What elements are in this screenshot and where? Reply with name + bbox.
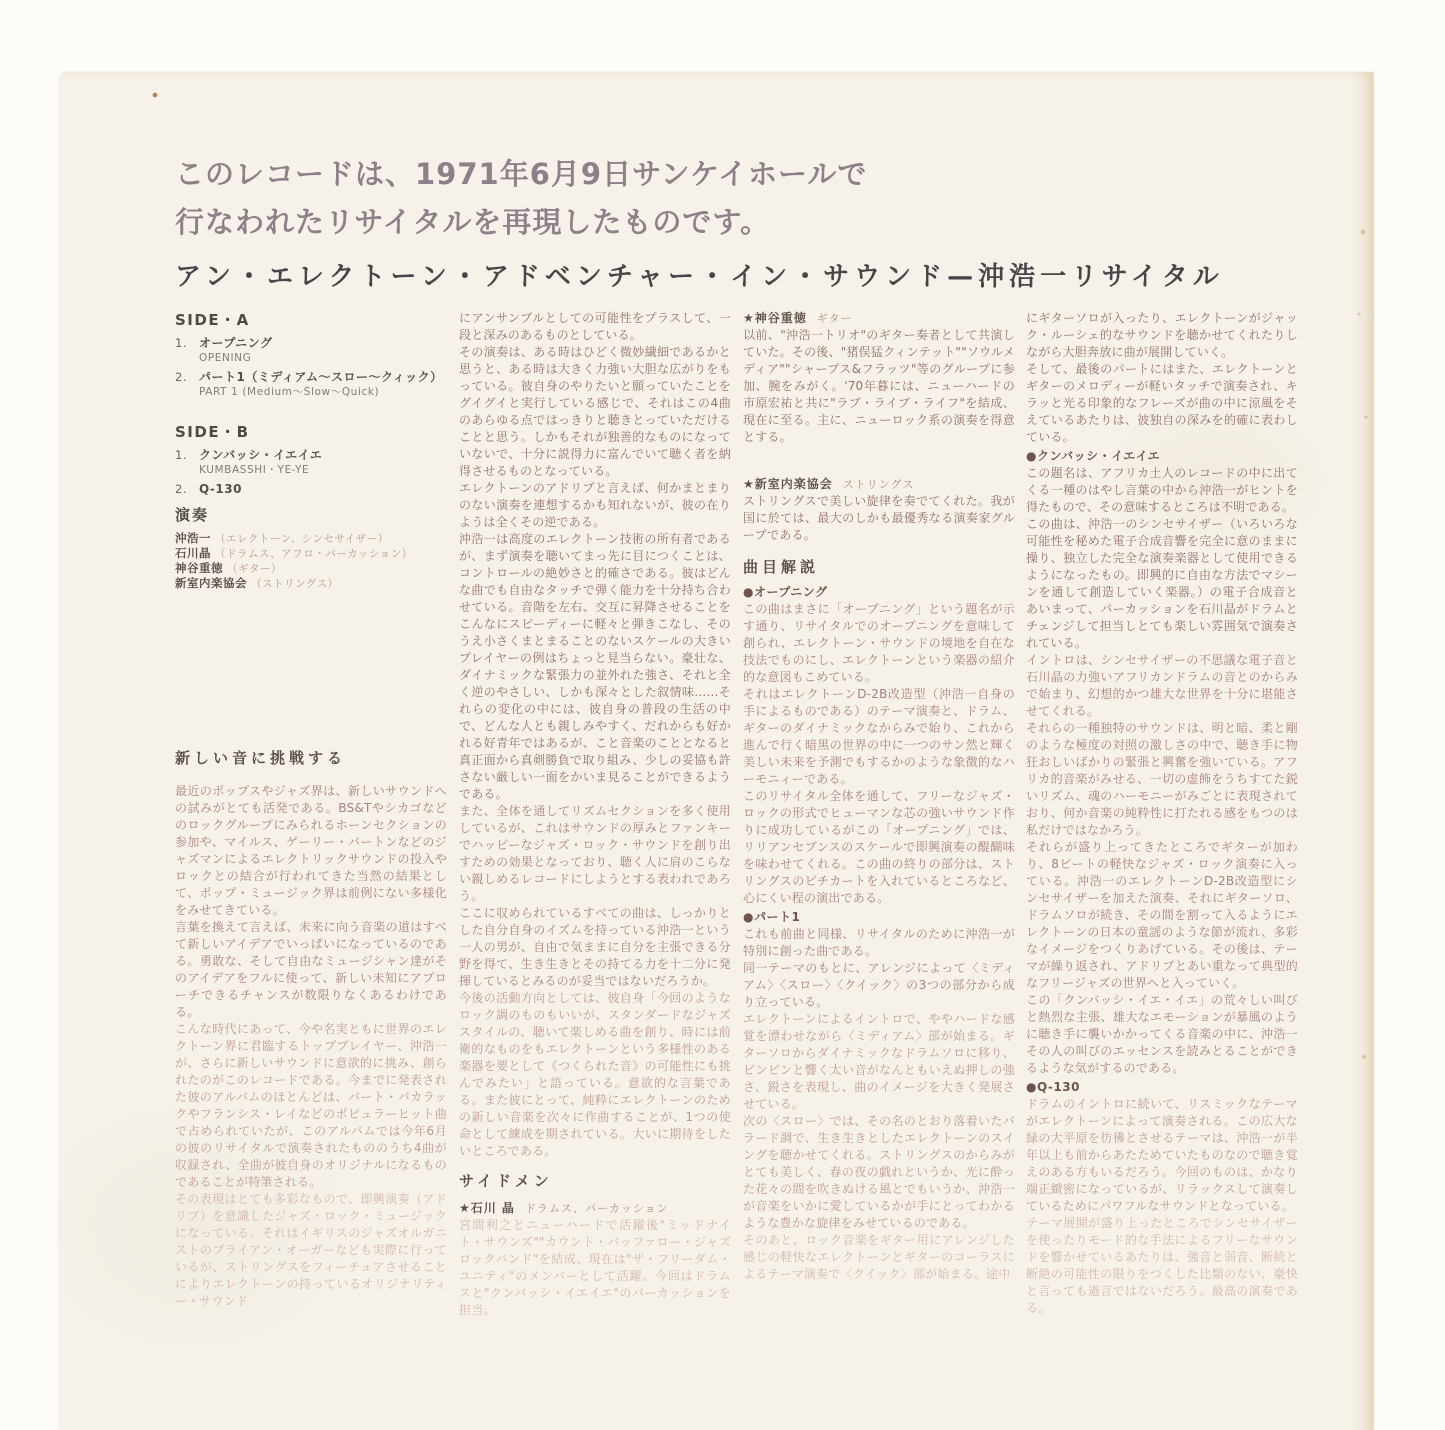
essay-paragraph: エレクトーンのアドリブと言えば、何かまとまりのない演奏を連想するかも知れないが、彼の在りようは全くその逆である。 [459, 481, 731, 529]
credit-member [175, 561, 413, 576]
member-role: （ギター） [227, 563, 282, 575]
essay-paragraph: 言葉を換えて言えば、未来に向う音楽の道はすべて新しいアイデアでいっぱいになっているのである。勇敢な、そして自由なミュージシャン達がそのアイデアをフルに使って、新しい未知にアプローチできるチャンスが数限りなくあるわけである。 [175, 920, 447, 1019]
member-name: 石川晶 [175, 546, 211, 560]
sideman-entry [459, 1200, 731, 1217]
intro-line-2: 行なわれたリサイタルを再現したものです。 [175, 205, 771, 239]
member-role: （ドラムス、アフロ・パーカッション） [215, 548, 413, 560]
commentary-paragraph: この曲はまさに「オープニング」という題名が示す通り、リサイタルでのオープニングを意味して創られ、エレクトーン・サウンドの境地を自在な技法でものにし、エレクトーンという楽器の紹介的な意図もこめている。 [743, 602, 1015, 684]
commentary-paragraph: エレクトーンによるイントロで、ややハードな感覚を漂わせながら〈ミディアム〉部が始まる。ギターソロからダイナミックなドラムソロに移り、ビンビンと響く太い音がなんともいえぬ押しの強さ、鋭さを表現し、曲のイメージを大きく発展させている。 [743, 1012, 1015, 1111]
sideman-name: ★石川 晶 [459, 1201, 515, 1215]
sideman-bio: ストリングスで美しい旋律を奏でてくれた。我が国に於ては、最大のしかも最優秀なる演奏家グループである。 [743, 494, 1015, 542]
essay-paragraph: その演奏は、ある時はひどく微妙繊細であるかと思うと、ある時は大きく力強い大胆な広がりをもっている。彼自身のやりたいと願っていたことをグイグイと実行している感じで、それはこの4曲のあらゆる点ではっきりと聴きとっていただけることと思う。しかもそれが独善的なものになっていないで、十分に説得力に富んでいて聴く者を納得させるものとなっている。 [459, 345, 731, 478]
sidemen-heading: サイドメン [459, 1172, 553, 1190]
track-title-en: PART 1 (Medium〜Slow〜Quick) [199, 386, 380, 398]
credit-member [175, 531, 413, 546]
member-role: （ストリングス） [251, 578, 339, 590]
credit-member [175, 546, 413, 561]
intro-line-1: このレコードは、1971年6月9日サンケイホールで [175, 157, 868, 191]
sideman-bio: 宮間利之とニューハードで活躍後"ミッドナイト・サウンズ""カウント・バッファロー・ジャズロックバンド"を結成、現在は"ザ・フリーダム・ユニティ"のメンバーとして活躍。今回はドラムスと"クンバッシ・イエイエ"のパーカッションを担当。 [459, 1218, 731, 1317]
sideman-role: ストリングス [842, 478, 915, 491]
member-name: 神谷重徳 [175, 561, 223, 575]
song-title-part1: ●パート1 [743, 910, 801, 924]
track-item [175, 482, 447, 496]
side-b-label: SIDE・B [175, 423, 250, 441]
member-name: 新室内楽協会 [175, 576, 247, 590]
essay-section [175, 747, 447, 1310]
track-title-jp [175, 482, 447, 496]
commentary-paragraph: テーマ展開が盛り上ったところでシンセサイザーを使ったりモード的な手法によるフリーなサウンドを響かせているあたりは、強音と弱音、断続と断絶の可能性の限りをつくした比類のない、豪快と言っても過言ではないだろう。最高の演奏である。 [1026, 1216, 1298, 1315]
essay-paragraph: にアンサンブルとしての可能性をプラスして、一段と深みのあるものとしている。 [459, 311, 731, 342]
commentary-paragraph: そのあと、ロック音楽をギター用にアレンジした感じの軽快なエレクトーンとギターのコーラスによるテーマ演奏で〈クイック〉部が始まる。途中 [743, 1233, 1015, 1281]
commentary-paragraph: この曲は、沖浩一のシンセサイザー（いろいろな可能性を秘めた電子合成音響を完全に意のままに操り、独立した完全な演奏楽器として使用できるようになったもの。即興的に自由な方法でマシーンを通して創造していく楽器。）の電子合成音とあいまって、パーカッションを石川晶がドラムとチェンジして担当しとても楽しい雰囲気で演奏されている。 [1026, 517, 1298, 650]
commentary-paragraph: ドラムのイントロに続いて、リスミックなテーマがエレクトーンによって演奏される。この広大な緑の大平原を彷彿とさせるテーマは、沖浩一が半年以上も前からあたためていたものなので聴き覚えのある方もいるだろう。今回のものは、かなり端正緻密になっているが、リラックスして演奏しているためにパワフルなサウンドとなっている。 [1026, 1097, 1298, 1213]
track-title-en: KUMBASSHI・YE-YE [199, 464, 310, 476]
commentary-paragraph: それらの一種独特のサウンドは、明と暗、柔と剛のような極度の対照の激しさの中で、聴き手に物狂おしいばかりの緊張と興奮を強いている。アフリカ的音楽がみせる、一切の虚飾をうちすてた鋭いリズム、魂のハーモニーがみごとに表現されており、何か音楽の純粋性に打たれる感をもつのは私だけではなかろう。 [1026, 721, 1298, 837]
member-role: （エレクトーン、シンセサイザー） [215, 533, 389, 545]
essay-paragraph: こんな時代にあって、今や名実ともに世界のエレクトーン界に君臨するトッププレイヤー、沖浩一が、さらに新しいサウンドに意欲的に挑み、創られたのがこのレコードである。今までに発表された彼のアルバムのほとんどは、バート・バカラックやフランシス・レイなどのポピュラーヒット曲で占められていたが、このアルバムでは今年6月の彼のリサイタルで演奏されたもののうち4曲が収録され、全曲が彼自身のオリジナルになるものであることが特筆される。 [175, 1022, 447, 1189]
track-title-jp [175, 336, 447, 350]
column-tracklist-credits [175, 310, 447, 1430]
track-item [175, 370, 447, 398]
essay-heading: 新しい音に挑戦する [175, 749, 347, 767]
credit-member [175, 576, 413, 591]
track-title-jp [175, 448, 447, 462]
track-item [175, 448, 447, 476]
essay-paragraph: 最近のポップスやジャズ界は、新しいサウンドへの試みがとても活発である。BS&Tやシカゴなどのロックグループにみられるホーンセクションの参加や、マイルス、ゲーリー・バートンなどのジャズマンによるエレクトリックサウンドの投入やロックとの結合が行われてきた当然の結果として、ポップ・ミュージック界は前例にない多様化をみせてきている。 [175, 784, 447, 917]
performer-credits [175, 505, 413, 591]
track-title-jp-text: Q-130 [199, 482, 242, 496]
essay-paragraph: 沖浩一は高度のエレクトーン技術の所有者であるが、まず演奏を聴いてまっ先に目につくことは、コントロールの絶妙さと的確さである。彼はどんな曲でも自由なタッチで弾く能力を十分持ち合わせている。音階を左右、交互に昇降させることをこんなにスピーディーに軽々と弾きこなし、そのうえ小さくまとまることのないスケールの大きいプレイヤーの例はちょっと見当らない。豪壮な、ダイナミックな緊張力の並外れた強さ、それと全く逆のやさしい、しかも深々とした叙情味……それらの変化の中には、彼自身の普段の生活の中で、どんな人とも親しみやすく、だれからも好かれる好青年ではあるが、こと音楽のこととなると真正面から真剣勝負で取り組み、少しの妥協も許さない厳しい一面をかいま見ることができるようである。 [459, 532, 731, 801]
track-number: 1. [175, 448, 187, 462]
track-number: 2. [175, 370, 187, 384]
track-item [175, 336, 447, 364]
track-number: 1. [175, 336, 187, 350]
sideman-name: ★新室内楽協会 [743, 477, 833, 491]
sideman-role: ドラムス、パーカッション [524, 1202, 669, 1215]
commentary-paragraph: にギターソロが入ったり、エレクトーンがジャック・ルーシェ的なサウンドを聴かせてくれたりしながら大胆奔放に曲が展開していく。 [1026, 311, 1298, 359]
track-title-jp-text: パート1（ミディアム〜スロー〜クィック） [199, 370, 443, 384]
track-title-en: OPENING [199, 352, 252, 364]
intro-statement [175, 150, 867, 246]
sideman-entry [743, 476, 1015, 493]
commentary-paragraph: 同一テーマのもとに、アレンジによって〈ミディアム〉〈スロー〉〈クイック〉の3つの部分から成り立っている。 [743, 961, 1015, 1009]
member-name: 沖浩一 [175, 531, 211, 545]
track-title-jp-text: クンバッシ・イエイエ [199, 448, 323, 462]
commentary-paragraph: それらが盛り上ってきたところでギターが加わり、8ビートの軽快なジャズ・ロック演奏に入っている。沖浩一のエレクトーンD-2B改造型にシンセサイザーを加えた演奏、それにギターソロ、ドラムソロが続き、その間を割って入るようにエレクトーンの日本の童謡のような節が流れ、多彩なイメージをつくりあげている。その後は、テーマが繰り返され、アドリブとあい重なって典型的なフリージャズの世界へと入っていく。 [1026, 840, 1298, 990]
song-title-opening: ●オープニング [743, 585, 828, 599]
track-title-jp [175, 370, 447, 384]
sideman-name: ★神谷重徳 [743, 311, 807, 325]
track-title-jp-text: オープニング [199, 336, 273, 350]
sideman-role: ギター [816, 312, 853, 325]
column-commentary-2 [1026, 310, 1298, 1317]
commentary-paragraph: これも前曲と同様、リサイタルのために沖浩一が特別に創った曲である。 [743, 927, 1015, 958]
column-essay-continued [459, 310, 731, 1319]
track-list [175, 310, 447, 496]
commentary-paragraph: この題名は、アフリカ土人のレコードの中に出てくる一種のはやし言葉の中から沖浩一がヒントを得たもので、その意味するところは不明である。 [1026, 466, 1298, 514]
credits-heading: 演奏 [175, 506, 210, 524]
track-number: 2. [175, 482, 187, 496]
essay-paragraph: ここに収められているすべての曲は、しっかりとした自分自身のイズムを持っている沖浩一という一人の男が、自由で気ままに自分を主張できる分野を得て、生き生きとその持てる力を十二分に発揮しているとみるのが妥当ではないだろうか。 [459, 906, 731, 988]
album-title: アン・エレクトーン・アドベンチャー・イン・サウンド—沖浩一リサイタル [175, 262, 1224, 292]
sideman-entry [743, 310, 1015, 327]
commentary-paragraph: そして、最後のパートにはまた、エレクトーンとギターのメロディーが軽いタッチで演奏され、キラッと光る印象的なフレーズが曲の中に涼風をそえているあたりは、彼独自の深みを的確に表わしている。 [1026, 362, 1298, 444]
song-commentary-heading: 曲目解説 [743, 558, 820, 576]
commentary-paragraph: イントロは、シンセサイザーの不思議な電子音と石川晶の力強いアフリカンドラムの音とのからみで始まり、幻想的かつ雄大な世界を十分に堪能させてくれる。 [1026, 653, 1298, 718]
album-liner-paper [60, 72, 1373, 1430]
essay-paragraph: その表現はとても多彩なもので、即興演奏（アドリブ）を意識したジャズ・ロック・ミュージックになっている。それはイギリスのジャズオルガニストのブライアン・オーガーなども実際に行っているが、ストリングスをフィーチュアさせることによりエレクトーンの持っているオリジナリティー・サウンド [175, 1192, 447, 1308]
sideman-bio: 以前、"沖浩一トリオ"のギター奏者として共演していた。その後、"猪俣猛クィンテット""ソウルメディア""シャープス&フラッツ"等のグループに参加、腕をみがく。'70年暮には、ニューハードの市原宏祐と共に"ラブ・ライブ・ライフ"を結成、現在に至る。主に、ニューロック系の演奏を得意とする。 [743, 328, 1015, 444]
commentary-paragraph: この「クンバッシ・イエ・イエ」の荒々しい叫びと熱烈な主張、雄大なエモーションが暴風のように聴き手に襲いかかってくる音楽の中に、沖浩一その人の叫びのエッセンスを読みとることができるような気がするのである。 [1026, 993, 1298, 1075]
song-title-kumbasshi: ●クンバッシ・イエイエ [1026, 449, 1161, 463]
song-title-q130: ●Q-130 [1026, 1080, 1080, 1094]
essay-paragraph: また、全体を通してリズムセクションを多く使用しているが、これはサウンドの厚みとファンキーでハッピーなジャズ・ロック・サウンドを創り出すための効果となっており、聴く人に肩のこらない親しめるレコードにしようとする表われであろう。 [459, 804, 731, 903]
commentary-paragraph: それはエレクトーンD-2B改造型（沖浩一自身の手によるものである）のテーマ演奏と、ドラム、ギターのダイナミックなからみで始り、これから進んで行く暗黒の世界の中に一つのサン然と輝く美しい未来を予測でもするかのような象徴的なハーモニィーである。 [743, 687, 1015, 786]
commentary-paragraph: 次の〈スロー〉では、その名のとおり落着いたバラード調で、生き生きとしたエレクトーンのスイングを聴かせてくれる。ストリングスのからみがとても美しく、春の夜の戯れというか、光に酔った花々の間を吹きぬける風とでもいうか、沖浩一が音楽をいかに愛しているかが手にとってわかるような豊かな旋律をみせているのである。 [743, 1114, 1015, 1230]
side-a-label: SIDE・A [175, 311, 250, 329]
essay-paragraph: 今後の活動方向としては、彼自身「今回のようなロック調のものもいいが、スタンダードなジャズスタイルの、聴いて楽しめる曲を創り、時には前衛的なものをもエレクトーンという多様性のある楽器を要として《つくられた音》の可能性にも挑んでみたい」と語っている。意欲的な言葉である。また彼にとって、純粋にエレクトーンのための新しい音楽を次々に作曲することが、1つの使命として練成を期されている。大いに期待をしたいところである。 [459, 991, 731, 1158]
column-commentary-1 [743, 310, 1015, 1283]
commentary-paragraph: このリサイタル全体を通して、フリーなジャズ・ロックの形式でヒューマンな芯の強いサウンド作りに成功しているがこの「オープニング」では、リリアンセブンスのスケールで即興演奏の醍醐味を味わせてくれる。この曲の終りの部分は、ストリングスのピチカートを入れているところなど、心にくい程の演出である。 [743, 789, 1015, 905]
